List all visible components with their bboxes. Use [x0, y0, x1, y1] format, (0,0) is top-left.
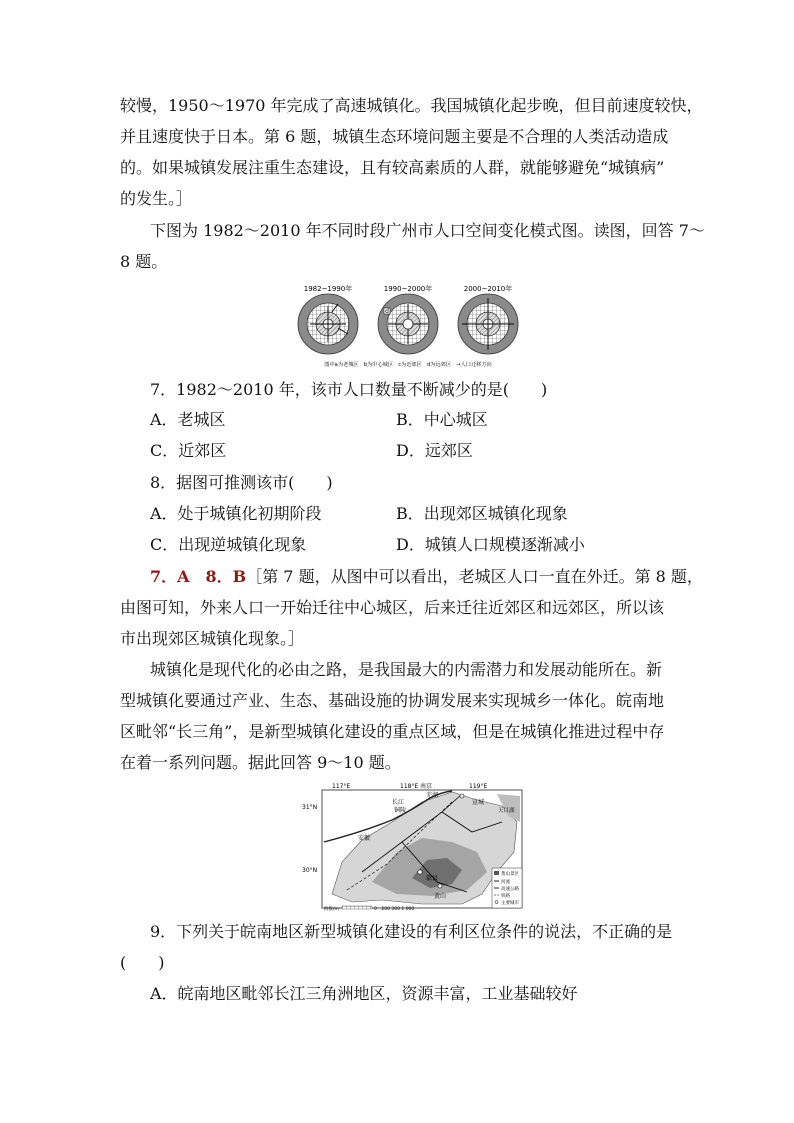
- text-line: 城镇化是现代化的必由之路，是我国最大的内需潜力和发展动能所在。新: [150, 660, 663, 679]
- text-line: 由图可知，外来人口一开始迁往中心城区，后来迁往近郊区和远郊区，所以该: [120, 598, 665, 617]
- question-stem: 7．1982～2010 年，该市人口数量不断减少的是( ): [150, 380, 548, 399]
- option-c: C．近郊区: [150, 441, 227, 460]
- city-marker: [438, 884, 442, 888]
- option-d: D．城镇人口规模逐渐减小: [396, 535, 585, 554]
- option-a: A．处于城镇化初期阶段: [150, 504, 322, 523]
- question-stem: 8．据图可推测该市( ): [150, 473, 333, 492]
- city-marker: [460, 794, 464, 798]
- text-line: 下图为 1982～2010 年不同时段广州市人口空间变化模式图。读图，回答 7～: [150, 221, 705, 240]
- legend-label: 黄山景区: [501, 872, 519, 877]
- legend-label: 铁路: [501, 894, 510, 899]
- place-label: 长江: [392, 799, 405, 806]
- question-stem: 9．下列关于皖南地区新型城镇化建设的有利区位条件的说法，不正确的是: [150, 922, 673, 941]
- lat-label: 31°N: [302, 804, 318, 811]
- text-line: 区毗邻“长三角”，是新型城镇化建设的重点区域，但是在城镇化推进过程中存: [120, 722, 665, 741]
- place-label: 歙县: [426, 875, 439, 882]
- text-line: 并且速度快于日本。第 6 题，城镇生态环境问题主要是不合理的人类活动造成: [120, 127, 669, 146]
- lon-label: 118°E: [400, 783, 419, 790]
- option-b: B．出现郊区城镇化现象: [396, 504, 568, 523]
- answer-line: [150, 567, 703, 587]
- text-line: 的。如果城镇发展注重生态建设，且有较高素质的人群，就能够避免“城镇病”: [120, 158, 665, 177]
- text-line: 8 题。: [120, 252, 168, 271]
- answer-key: 7．A 8．B: [150, 567, 247, 586]
- ring-diagram: [298, 294, 358, 354]
- ring-diagram: [378, 294, 438, 354]
- option-c: C．出现逆城镇化现象: [150, 535, 307, 554]
- lat-label: 30°N: [302, 867, 318, 874]
- period-label: 2000~2010年: [463, 285, 513, 293]
- legend-swatch: [495, 901, 498, 904]
- city-marker: [418, 870, 422, 874]
- option-b: B．中心城区: [396, 410, 488, 429]
- ring-diagram: [458, 294, 518, 354]
- legend-label: 河流: [501, 880, 510, 885]
- text-line: 型城镇化要通过产业、生态、基础设施的协调发展来实现城乡一体化。皖南地: [120, 691, 665, 710]
- option-a: A．老城区: [150, 410, 226, 429]
- southern-anhui-map: [302, 782, 524, 912]
- place-label: 黄山: [434, 893, 447, 900]
- legend-swatch: [494, 871, 499, 875]
- elevation-label: 海拔/m: [324, 907, 339, 912]
- answer-text: ［第 7 题，从图中可以看出，老城区人口一直在外迁。第 8 题，: [246, 567, 703, 586]
- legend-label: 主要城市: [501, 901, 519, 906]
- text-line: 市出现郊区城镇化现象。］: [120, 629, 305, 648]
- text-line: 的发生。］: [120, 189, 193, 208]
- place-label: 芜湖: [426, 792, 439, 799]
- period-label: 1990~2000年: [383, 285, 433, 293]
- scale-bar: [342, 906, 372, 909]
- lon-label: 117°E: [332, 783, 351, 790]
- place-label: 天目湖: [498, 808, 515, 814]
- option-a: A．皖南地区毗邻长江三角洲地区，资源丰富，工业基础较好: [150, 984, 578, 1003]
- place-label: 南京: [420, 783, 433, 790]
- figure-legend: 图中a为老城区 b为中心城区 c为近郊区 d为远郊区 →人口迁移方向: [324, 362, 492, 368]
- place-label: 安徽: [358, 835, 371, 842]
- option-d: D．远郊区: [396, 441, 473, 460]
- lon-label: 119°E: [469, 783, 488, 790]
- legend-label: 高速公路: [501, 887, 519, 892]
- text-line: 在着一系列问题。据此回答 9～10 题。: [120, 753, 401, 772]
- text-line: 较慢，1950～1970 年完成了高速城镇化。我国城镇化起步晚，但目前速度较快，: [120, 96, 703, 115]
- zone-letter: d: [385, 308, 389, 315]
- place-label: 铜陵: [394, 807, 407, 814]
- question-stem: ( ): [120, 953, 165, 972]
- place-label: 宣城: [472, 799, 485, 806]
- period-label: 1982~1990年: [303, 285, 353, 293]
- population-change-figure: [292, 282, 524, 370]
- scale-label: 0 200 300 1 000: [374, 907, 415, 912]
